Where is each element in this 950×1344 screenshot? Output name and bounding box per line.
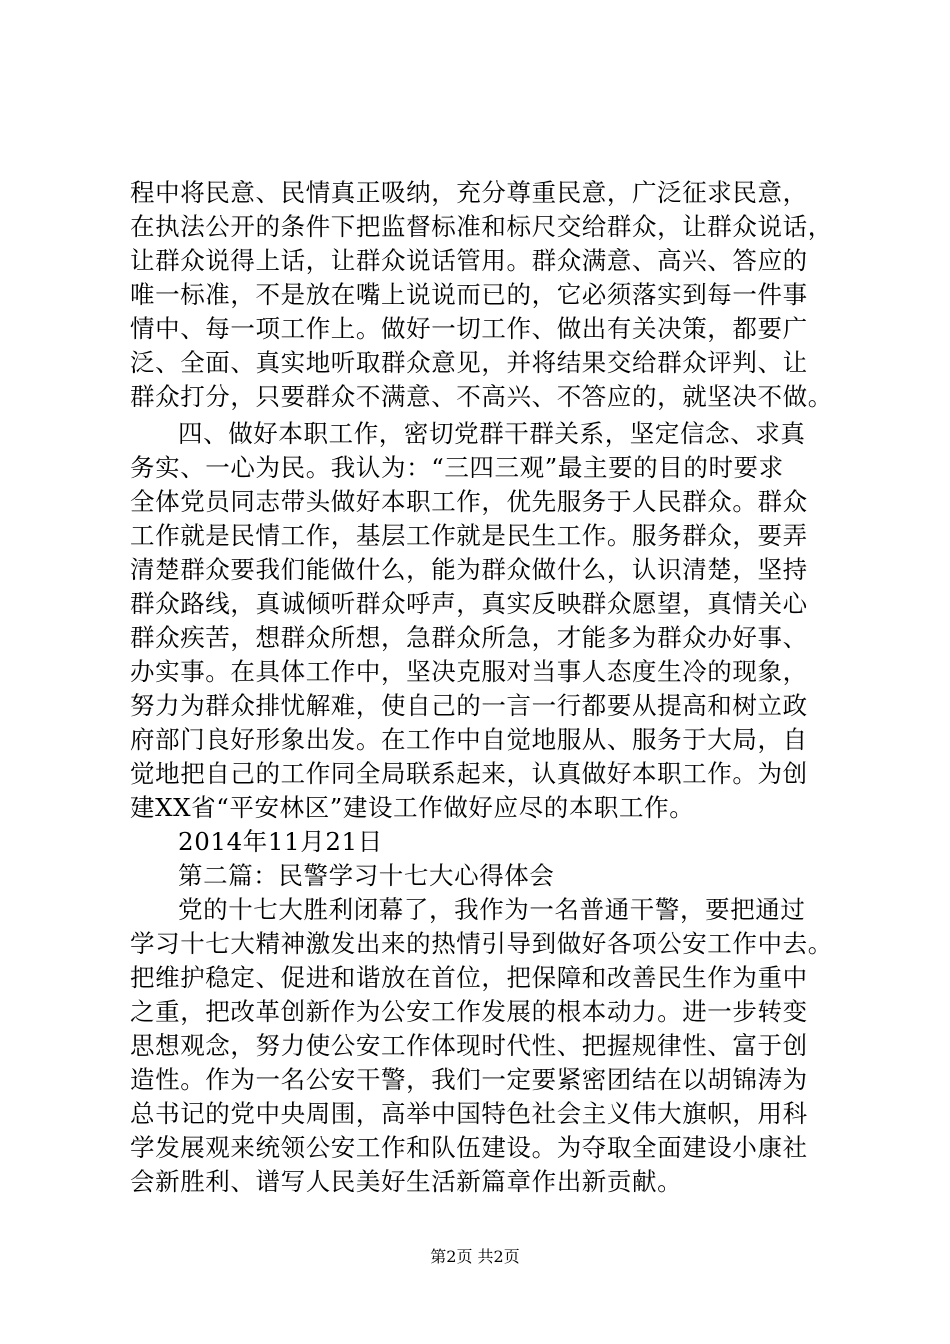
text-line: 清楚群众要我们能做什么，能为群众做什么，认识清楚，坚持 bbox=[130, 555, 808, 584]
paragraph-2 bbox=[130, 417, 830, 825]
text-line: 学发展观来统领公安工作和队伍建设。为夺取全面建设小康社 bbox=[130, 1133, 808, 1162]
text-line: 会新胜利、谱写人民美好生活新篇章作出新贡献。 bbox=[130, 1167, 683, 1196]
text-line: 唯一标准，不是放在嘴上说说而已的，它必须落实到每一件事 bbox=[130, 280, 808, 309]
text-line: 全体党员同志带头做好本职工作，优先服务于人民群众。群众 bbox=[130, 487, 808, 516]
document-date: 2014年11月21日 bbox=[178, 827, 383, 856]
text-line: 泛、全面、真实地听取群众意见，并将结果交给群众评判、让 bbox=[130, 348, 808, 377]
text-line: 程中将民意、民情真正吸纳，充分尊重民意，广泛征求民意， bbox=[130, 178, 808, 207]
page-footer: 第2页 共2页 bbox=[430, 1247, 520, 1266]
text-line: 四、做好本职工作，密切党群干群关系，坚定信念、求真 bbox=[178, 419, 806, 448]
paragraph-1 bbox=[130, 176, 833, 414]
text-line: 群众疾苦，想群众所想，急群众所急，才能多为群众办好事、 bbox=[130, 623, 808, 652]
text-line: 建XX省“平安林区”建设工作做好应尽的本职工作。 bbox=[130, 793, 695, 822]
text-line: 在执法公开的条件下把监督标准和标尺交给群众，让群众说话， bbox=[130, 212, 833, 241]
text-line: 工作就是民情工作，基层工作就是民生工作。服务群众，要弄 bbox=[130, 521, 808, 550]
text-line: 务实、一心为民。我认为：“三四三观”最主要的目的时要求 bbox=[130, 453, 784, 482]
text-line: 群众打分，只要群众不满意、不高兴、不答应的，就坚决不做。 bbox=[130, 382, 833, 411]
text-line: 把维护稳定、促进和谐放在首位，把保障和改善民生作为重中 bbox=[130, 963, 808, 992]
text-line: 总书记的党中央周围，高举中国特色社会主义伟大旗帜，用科 bbox=[130, 1099, 808, 1128]
text-line: 努力为群众排忧解难，使自己的一言一行都要从提高和树立政 bbox=[130, 691, 808, 720]
text-line: 让群众说得上话，让群众说话管用。群众满意、高兴、答应的 bbox=[130, 246, 808, 275]
text-line: 思想观念，努力使公安工作体现时代性、把握规律性、富于创 bbox=[130, 1031, 808, 1060]
paragraph-3 bbox=[130, 893, 833, 1199]
text-line: 情中、每一项工作上。做好一切工作、做出有关决策，都要广 bbox=[130, 314, 808, 343]
text-line: 群众路线，真诚倾听群众呼声，真实反映群众愿望，真情关心 bbox=[130, 589, 808, 618]
text-line: 党的十七大胜利闭幕了，我作为一名普通干警，要把通过 bbox=[178, 895, 806, 924]
text-line: 办实事。在具体工作中，坚决克服对当事人态度生冷的现象， bbox=[130, 657, 808, 686]
text-line: 觉地把自己的工作同全局联系起来，认真做好本职工作。为创 bbox=[130, 759, 808, 788]
text-line: 之重，把改革创新作为公安工作发展的根本动力。进一步转变 bbox=[130, 997, 808, 1026]
text-line: 造性。作为一名公安干警，我们一定要紧密团结在以胡锦涛为 bbox=[130, 1065, 808, 1094]
text-line: 学习十七大精神激发出来的热情引导到做好各项公安工作中去。 bbox=[130, 929, 833, 958]
body-section bbox=[130, 417, 833, 1199]
section-title: 第二篇：民警学习十七大心得体会 bbox=[178, 861, 555, 890]
text-line: 府部门良好形象出发。在工作中自觉地服从、服务于大局，自 bbox=[130, 725, 808, 754]
